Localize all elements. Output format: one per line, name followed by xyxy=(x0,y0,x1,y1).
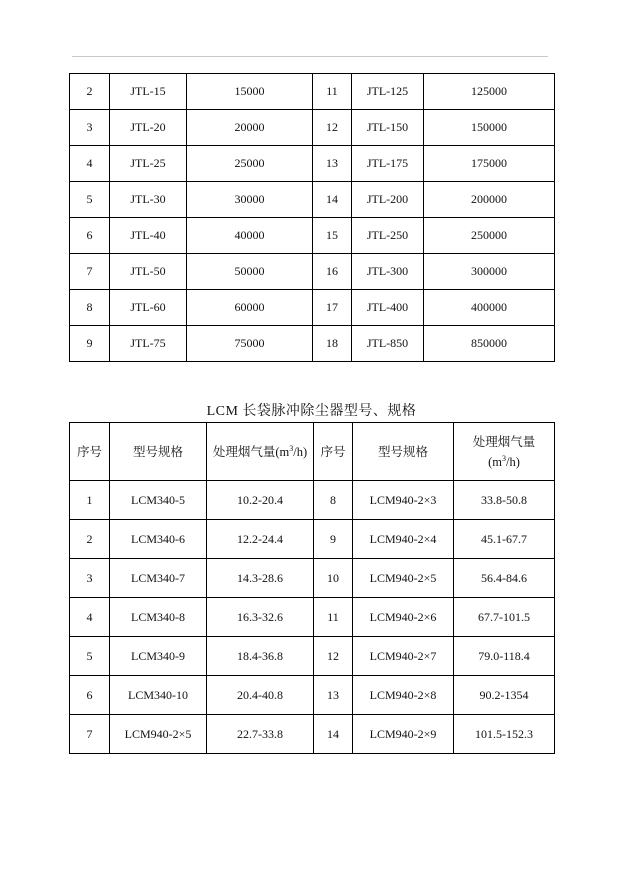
table-row xyxy=(70,481,555,520)
table-cell: 12.2-24.4 xyxy=(207,520,314,559)
lcm-spec-table xyxy=(69,422,555,754)
table-cell: 40000 xyxy=(187,218,313,254)
header-model-right: 型号规格 xyxy=(353,423,454,481)
jtl-spec-table xyxy=(69,73,555,362)
table-cell: 5 xyxy=(70,182,110,218)
header-seq-left: 序号 xyxy=(70,423,110,481)
table-row xyxy=(70,74,555,110)
table-cell: LCM940-2×6 xyxy=(353,598,454,637)
table-cell: JTL-850 xyxy=(352,326,424,362)
table-cell: JTL-125 xyxy=(352,74,424,110)
table-cell: 15 xyxy=(313,218,352,254)
volume-unit-sup: 3 xyxy=(502,453,506,463)
header-volume-left xyxy=(207,423,314,481)
table-cell: 14 xyxy=(314,715,353,754)
table-cell: 2 xyxy=(70,520,110,559)
header-seq-right: 序号 xyxy=(314,423,353,481)
table-cell: 11 xyxy=(314,598,353,637)
table-cell: 16 xyxy=(313,254,352,290)
table-cell: 150000 xyxy=(424,110,555,146)
table-cell: 79.0-118.4 xyxy=(454,637,555,676)
table-cell: JTL-60 xyxy=(110,290,187,326)
table-cell: 3 xyxy=(70,110,110,146)
table-cell: JTL-75 xyxy=(110,326,187,362)
table-cell: 25000 xyxy=(187,146,313,182)
table-cell: 2 xyxy=(70,74,110,110)
table-cell: JTL-300 xyxy=(352,254,424,290)
table-cell: LCM340-8 xyxy=(110,598,207,637)
table-cell: JTL-250 xyxy=(352,218,424,254)
table-cell: 16.3-32.6 xyxy=(207,598,314,637)
table-cell: LCM340-10 xyxy=(110,676,207,715)
table-cell: 14 xyxy=(313,182,352,218)
table-cell: 9 xyxy=(314,520,353,559)
table-cell: 9 xyxy=(70,326,110,362)
jtl-table-body xyxy=(70,74,555,362)
table-cell: LCM940-2×3 xyxy=(353,481,454,520)
table-row xyxy=(70,598,555,637)
volume-unit-close: /h) xyxy=(293,444,308,459)
volume-label: 处理烟气量 xyxy=(212,444,276,459)
table-cell: LCM340-5 xyxy=(110,481,207,520)
table-row xyxy=(70,110,555,146)
volume-unit-open: (m xyxy=(488,454,502,469)
table-row xyxy=(70,676,555,715)
table-row xyxy=(70,290,555,326)
table-cell: 13 xyxy=(314,676,353,715)
table-cell: 67.7-101.5 xyxy=(454,598,555,637)
lcm-section-title: LCM 长袋脉冲除尘器型号、规格 xyxy=(206,404,417,419)
table-cell: JTL-400 xyxy=(352,290,424,326)
table-cell: LCM940-2×9 xyxy=(353,715,454,754)
volume-label: 处理烟气量 xyxy=(472,434,536,449)
table-cell: LCM940-2×5 xyxy=(353,559,454,598)
table-cell: 6 xyxy=(70,676,110,715)
table-row xyxy=(70,715,555,754)
table-cell: 850000 xyxy=(424,326,555,362)
table-row xyxy=(70,218,555,254)
table-cell: JTL-15 xyxy=(110,74,187,110)
table-cell: 10 xyxy=(314,559,353,598)
table-cell: 33.8-50.8 xyxy=(454,481,555,520)
table-cell: 7 xyxy=(70,715,110,754)
table-row xyxy=(70,520,555,559)
table-cell: JTL-40 xyxy=(110,218,187,254)
table-cell: 7 xyxy=(70,254,110,290)
table-cell: 50000 xyxy=(187,254,313,290)
table-cell: JTL-30 xyxy=(110,182,187,218)
table-cell: JTL-150 xyxy=(352,110,424,146)
table-cell: 101.5-152.3 xyxy=(454,715,555,754)
table-cell: 400000 xyxy=(424,290,555,326)
table-cell: JTL-25 xyxy=(110,146,187,182)
table-cell: JTL-20 xyxy=(110,110,187,146)
table-cell: 18 xyxy=(313,326,352,362)
table-cell: 4 xyxy=(70,598,110,637)
lcm-table-body xyxy=(70,481,555,754)
table-cell: 45.1-67.7 xyxy=(454,520,555,559)
table-cell: 10.2-20.4 xyxy=(207,481,314,520)
table-cell: LCM940-2×4 xyxy=(353,520,454,559)
table-row xyxy=(70,637,555,676)
table-cell: 8 xyxy=(314,481,353,520)
header-volume-right xyxy=(454,423,555,481)
volume-unit-sup: 3 xyxy=(289,443,294,453)
table-cell: 22.7-33.8 xyxy=(207,715,314,754)
table-row xyxy=(70,559,555,598)
table-cell: LCM340-9 xyxy=(110,637,207,676)
table-cell: 125000 xyxy=(424,74,555,110)
table-cell: 200000 xyxy=(424,182,555,218)
volume-unit-close: /h) xyxy=(506,454,520,469)
table-cell: JTL-175 xyxy=(352,146,424,182)
table-cell: JTL-200 xyxy=(352,182,424,218)
table-cell: 20000 xyxy=(187,110,313,146)
lcm-table-header xyxy=(70,423,555,481)
table-cell: 14.3-28.6 xyxy=(207,559,314,598)
table-cell: 1 xyxy=(70,481,110,520)
table-cell: 13 xyxy=(313,146,352,182)
table-cell: LCM340-7 xyxy=(110,559,207,598)
table-cell: 30000 xyxy=(187,182,313,218)
table-cell: 8 xyxy=(70,290,110,326)
table-cell: 75000 xyxy=(187,326,313,362)
table-cell: 12 xyxy=(313,110,352,146)
table-cell: LCM940-2×8 xyxy=(353,676,454,715)
table-cell: 300000 xyxy=(424,254,555,290)
table-cell: 56.4-84.6 xyxy=(454,559,555,598)
page-header-rule xyxy=(72,56,548,57)
table-cell: 4 xyxy=(70,146,110,182)
table-row xyxy=(70,182,555,218)
table-cell: 18.4-36.8 xyxy=(207,637,314,676)
table-row xyxy=(70,146,555,182)
table-cell: 175000 xyxy=(424,146,555,182)
table-cell: 12 xyxy=(314,637,353,676)
table-cell: 5 xyxy=(70,637,110,676)
table-cell: JTL-50 xyxy=(110,254,187,290)
table-row xyxy=(70,254,555,290)
table-row xyxy=(70,326,555,362)
table-cell: 250000 xyxy=(424,218,555,254)
table-cell: 20.4-40.8 xyxy=(207,676,314,715)
table-cell: LCM940-2×7 xyxy=(353,637,454,676)
table-cell: 17 xyxy=(313,290,352,326)
volume-unit-open: (m xyxy=(275,444,290,459)
table-cell: LCM940-2×5 xyxy=(110,715,207,754)
table-cell: 90.2-1354 xyxy=(454,676,555,715)
table-cell: 3 xyxy=(70,559,110,598)
table-cell: 15000 xyxy=(187,74,313,110)
header-model-left: 型号规格 xyxy=(110,423,207,481)
table-cell: 11 xyxy=(313,74,352,110)
header-row xyxy=(70,423,555,481)
table-cell: LCM340-6 xyxy=(110,520,207,559)
table-cell: 60000 xyxy=(187,290,313,326)
table-cell: 6 xyxy=(70,218,110,254)
